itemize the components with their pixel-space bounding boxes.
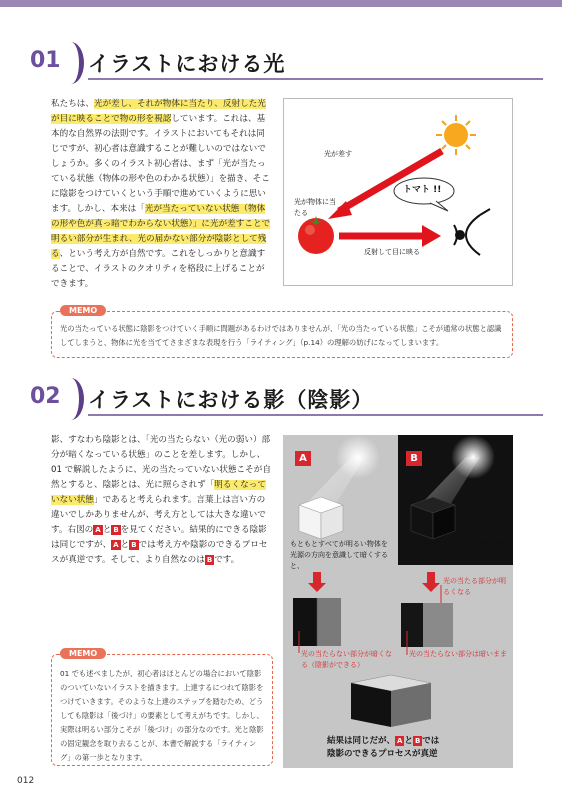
label-reflect: 反射して目に映る: [364, 248, 420, 256]
white-cube-a: [299, 497, 343, 539]
result-badge-b: B: [414, 737, 421, 745]
inline-badge: A: [113, 541, 119, 549]
result-badge-a: A: [397, 737, 403, 745]
title-underline: [88, 414, 543, 416]
body-text: しています。これは、基本的な自然界の法則です。イラストにおいてもそれは同じですが、初心者は意識することが難しいのではないでしょうか。多くのイラスト初心者は、まず「光が当たっている状態（物体の形や色のわかる状態）」を描き、そこに陰影をつけていくという手順で進めていくように思います。しかし、本来は「: [51, 114, 270, 214]
shaded-cube-a: [293, 598, 341, 653]
bubble-text: トマト !!: [403, 185, 442, 195]
caption-b-red-1: 光の当たる部分が明るくなる: [443, 577, 506, 596]
highlighted-text: 光が当たっていない状態（物体の形や色が真っ暗でわからない状態）」に光が差すことで明るい部分が生まれ、光の届かない部分が陰影として残る: [51, 204, 271, 259]
badge-b: B: [406, 451, 422, 466]
label-light: 光が差す: [324, 150, 352, 158]
body-text: を見てください。結果的にできる陰影は同じですが、: [51, 525, 267, 550]
result-text-2: では: [422, 736, 440, 746]
memo-1-text: 光の当たっている状態に陰影をつけていく手順に問題があるわけではありませんが、「光の当たっている状態」こそが通常の状態と認識してしまうと、物体に光を当ててさまざまな表現を行う「ライティング」（p.14）の理解の妨げになってしまいます。: [60, 324, 502, 347]
shading-comparison-figure: [283, 435, 513, 768]
section-title: イラストにおける影（陰影）: [88, 388, 374, 412]
inline-badge: B: [206, 556, 213, 564]
light-reflection-figure: [283, 98, 513, 286]
badge-a: A: [295, 451, 311, 466]
page-number: 012: [17, 776, 35, 786]
section-2-heading: [30, 384, 530, 424]
inline-badge: B: [113, 526, 119, 534]
body-text: 私たちは、: [51, 99, 94, 109]
body-text: 影、すなわち陰影とは、「光の当たらない（光の弱い）部分が暗くなっている状態」のことを差します。しかし、01 で解説したように、光の当たっていない状態こそが自然とすると、陰影とは、光に照らされず「: [51, 435, 271, 490]
body-text: と: [102, 525, 112, 535]
memo-2: [51, 649, 273, 766]
memo-tag: MEMO: [60, 305, 106, 316]
memo-2-text: 01 でも述べましたが、初心者はほとんどの場合において陰影のついていないイラストを描きます。上達するにつれて陰影をつけていきます。そのような上達のステップを踏むため、どうしても陰影は「後づけ」の要素として考えがちです。しかし、実際は明るい部分こそが「後づけ」の部分なのです。光と陰影の固定観念を取り去ることが、本書で解説する「ライティング」の第一歩となります。: [60, 669, 264, 762]
section-number: 01: [30, 48, 61, 73]
eye-icon: [454, 209, 490, 255]
result-caption: [327, 735, 507, 761]
final-cube: [351, 675, 431, 727]
body-text: です。: [214, 555, 240, 565]
title-underline: [88, 78, 543, 80]
highlighted-text: 光が差し、それが物体に当たり、反射した光が目に映ることで物の形を視認: [51, 99, 266, 124]
tomato-icon: [298, 216, 334, 254]
result-and: と: [404, 736, 413, 746]
memo-tag: MEMO: [60, 648, 106, 659]
caption-a: もともとすべてが明るい物体を光源の方向を意識して暗くすると、: [290, 540, 388, 570]
body-text: と: [120, 540, 130, 550]
highlighted-text: 明るくなっていない状態: [51, 480, 266, 505]
caption-a-red: 光の当たらない部分が暗くなる（陰影ができる）: [301, 650, 392, 669]
figure-1-drawing: [284, 99, 514, 287]
section-title: イラストにおける光: [88, 52, 286, 76]
label-object: 光が物体に当たる: [294, 198, 336, 217]
swoosh-icon: [58, 378, 84, 420]
result-text-1: 結果は同じだが、: [327, 736, 396, 746]
body-text: 、という考え方が自然です。これをしっかりと意識することで、イラストのクオリティを格段に上げることができます。: [51, 249, 266, 289]
figure-2-drawing: [283, 435, 513, 768]
caption-b: 光の当たっていない真っ暗な物体に光を当てると、: [401, 540, 506, 559]
body-text: 」であると考えられます。言葉上は言い方の違いでしかありませんが、考え方としては大きな違いです。右図の: [51, 495, 266, 535]
section-2-body: [51, 433, 273, 568]
swoosh-icon: [58, 42, 84, 84]
sun-icon: [436, 115, 476, 155]
result-text-3: 陰影のできるプロセスが真逆: [327, 749, 438, 759]
body-text: では考え方や陰影のできるプロセスが真逆です。そして、より自然なのは: [51, 540, 268, 565]
caption-b-red-2: 光の当たらない部分は暗いまま: [409, 650, 507, 658]
section-number: 02: [30, 384, 61, 409]
memo-1: [51, 306, 513, 358]
inline-badge: B: [131, 541, 137, 549]
inline-badge: A: [95, 526, 101, 534]
section-1-heading: [30, 48, 530, 88]
section-1-body: [51, 97, 273, 292]
black-cube-b: [411, 497, 455, 539]
top-bar: [0, 0, 562, 7]
